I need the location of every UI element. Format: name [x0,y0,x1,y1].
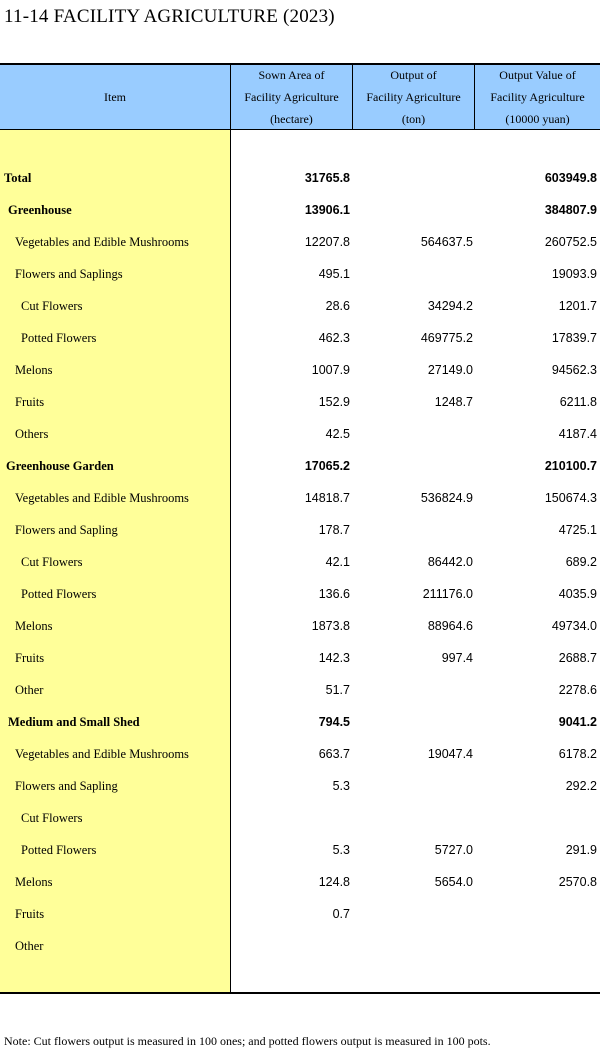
output-cell [353,258,473,290]
output-value-cell: 150674.3 [544,491,597,505]
sown-area-cell: 0.7 [332,907,350,921]
output-cell [353,450,473,482]
sown-area-cell: 142.3 [318,651,350,665]
header-output-value-line2: Facility Agriculture [490,90,585,104]
output-value-cell: 19093.9 [551,267,597,281]
sown-area-cell: 12207.8 [304,235,350,249]
sown-area-cell: 17065.2 [304,459,350,473]
output-cell [353,770,473,802]
table-row [0,866,600,898]
sown-area-cell: 31765.8 [304,171,350,185]
row-label: Fruits [15,651,45,665]
output-value-cell: 9041.2 [558,715,597,729]
output-cell [353,194,473,226]
row-label: Other [15,939,44,953]
table-row [0,258,600,290]
row-label: Melons [15,363,53,377]
output-cell: 34294.2 [427,299,473,313]
output-cell [353,930,473,962]
output-value-cell: 2278.6 [558,683,597,697]
output-value-cell: 4035.9 [558,587,597,601]
table-row [0,450,600,482]
output-value-cell: 17839.7 [551,331,597,345]
header-output [353,65,475,129]
table-row [0,482,600,514]
table-row [0,194,600,226]
sown-area-cell: 124.8 [318,875,350,889]
page-title: 11-14 FACILITY AGRICULTURE (2023) [4,6,335,27]
output-cell: 19047.4 [427,747,473,761]
output-value-cell: 6178.2 [558,747,597,761]
header-item [0,65,231,129]
output-cell: 469775.2 [420,331,473,345]
output-cell: 564637.5 [420,235,473,249]
table-row [0,642,600,674]
sown-area-cell: 28.6 [325,299,350,313]
output-value-cell: 6211.8 [559,395,597,409]
output-cell [353,674,473,706]
header-output-unit: (ton) [401,112,426,126]
output-cell: 86442.0 [427,555,473,569]
table-row [0,802,600,834]
header-sown-area-line2: Facility Agriculture [244,90,339,104]
table-row [0,546,600,578]
table-row [0,930,600,962]
output-value-cell: 4187.4 [558,427,597,441]
table-rows [0,162,600,962]
output-value-cell: 210100.7 [544,459,597,473]
table-row [0,162,600,194]
output-cell: 27149.0 [427,363,473,377]
sown-area-cell: 14818.7 [304,491,350,505]
sown-area-cell: 495.1 [318,267,350,281]
output-value-cell: 49734.0 [551,619,597,633]
output-value-cell: 260752.5 [544,235,597,249]
sown-area-cell: 136.6 [318,587,350,601]
sown-area-cell: 1873.8 [311,619,350,633]
table-row [0,418,600,450]
sown-area-cell: 663.7 [318,747,350,761]
header-output-value [475,65,600,129]
sown-area-cell [231,930,350,962]
row-label: Greenhouse [8,203,72,217]
table-row [0,898,600,930]
output-value-cell: 689.2 [565,555,597,569]
output-cell: 1248.7 [434,395,473,409]
row-label: Fruits [15,395,45,409]
row-label: Melons [15,619,53,633]
table-row [0,578,600,610]
row-label: Others [15,427,49,441]
row-label: Potted Flowers [21,587,97,601]
table-header [0,63,600,130]
output-value-cell: 603949.8 [544,171,597,185]
sown-area-cell: 5.3 [332,779,350,793]
sown-area-cell: 51.7 [325,683,350,697]
output-value-cell [475,930,597,962]
sown-area-cell: 152.9 [318,395,350,409]
output-cell: 88964.6 [427,619,473,633]
row-label: Flowers and Saplings [15,267,123,281]
sown-area-cell: 5.3 [332,843,350,857]
row-label: Greenhouse Garden [6,459,114,473]
header-sown-area-unit: (hectare) [270,112,313,126]
table-body [0,130,600,994]
sown-area-cell: 42.1 [325,555,350,569]
row-label: Vegetables and Edible Mushrooms [15,491,189,505]
output-value-cell: 2570.8 [558,875,597,889]
output-cell [353,802,473,834]
row-label: Medium and Small Shed [8,715,140,729]
footnote: Note: Cut flowers output is measured in 100 ones; and potted flowers output is measured in 100 pots. [4,1034,491,1048]
sown-area-cell: 462.3 [318,331,350,345]
output-value-cell: 1201.7 [558,299,597,313]
header-output-value-line1: Output Value of [499,68,576,82]
sown-area-cell [231,802,350,834]
table-row [0,226,600,258]
table-row [0,514,600,546]
output-value-cell: 4725.1 [558,523,597,537]
output-value-cell: 291.9 [565,843,597,857]
table-row [0,834,600,866]
table-row [0,674,600,706]
sown-area-cell: 178.7 [318,523,350,537]
output-value-cell: 384807.9 [544,203,597,217]
row-label: Vegetables and Edible Mushrooms [15,235,189,249]
output-cell: 211176.0 [422,587,473,601]
row-label: Total [4,171,32,185]
facility-agriculture-table [0,63,600,994]
row-label: Cut Flowers [21,811,83,825]
row-label: Cut Flowers [21,299,83,313]
row-label: Fruits [15,907,45,921]
output-cell [353,162,473,194]
output-cell [353,514,473,546]
header-output-line2: Facility Agriculture [366,90,461,104]
table-row [0,290,600,322]
output-value-cell [475,802,597,834]
row-label: Cut Flowers [21,555,83,569]
table-row [0,770,600,802]
output-cell: 536824.9 [420,491,473,505]
header-output-value-unit: (10000 yuan) [505,112,570,126]
row-label: Potted Flowers [21,843,97,857]
row-label: Flowers and Sapling [15,523,118,537]
row-label: Melons [15,875,53,889]
output-cell [353,898,473,930]
row-label: Potted Flowers [21,331,97,345]
table-row [0,610,600,642]
header-item-label: Item [104,90,126,104]
header-output-line1: Output of [390,68,437,82]
table-row [0,322,600,354]
output-cell [353,418,473,450]
header-sown-area [231,65,353,129]
sown-area-cell: 794.5 [318,715,350,729]
output-cell: 5727.0 [434,843,473,857]
output-cell [353,706,473,738]
table-row [0,354,600,386]
header-sown-area-line1: Sown Area of [258,68,325,82]
output-value-cell: 2688.7 [558,651,597,665]
row-label: Vegetables and Edible Mushrooms [15,747,189,761]
output-value-cell: 94562.3 [551,363,597,377]
output-cell: 997.4 [441,651,473,665]
output-cell: 5654.0 [434,875,473,889]
table-row [0,738,600,770]
row-label: Other [15,683,44,697]
sown-area-cell: 13906.1 [304,203,350,217]
sown-area-cell: 1007.9 [311,363,350,377]
row-label: Flowers and Sapling [15,779,118,793]
table-row [0,706,600,738]
output-value-cell [475,898,597,930]
sown-area-cell: 42.5 [325,427,350,441]
table-row [0,386,600,418]
output-value-cell: 292.2 [565,779,597,793]
